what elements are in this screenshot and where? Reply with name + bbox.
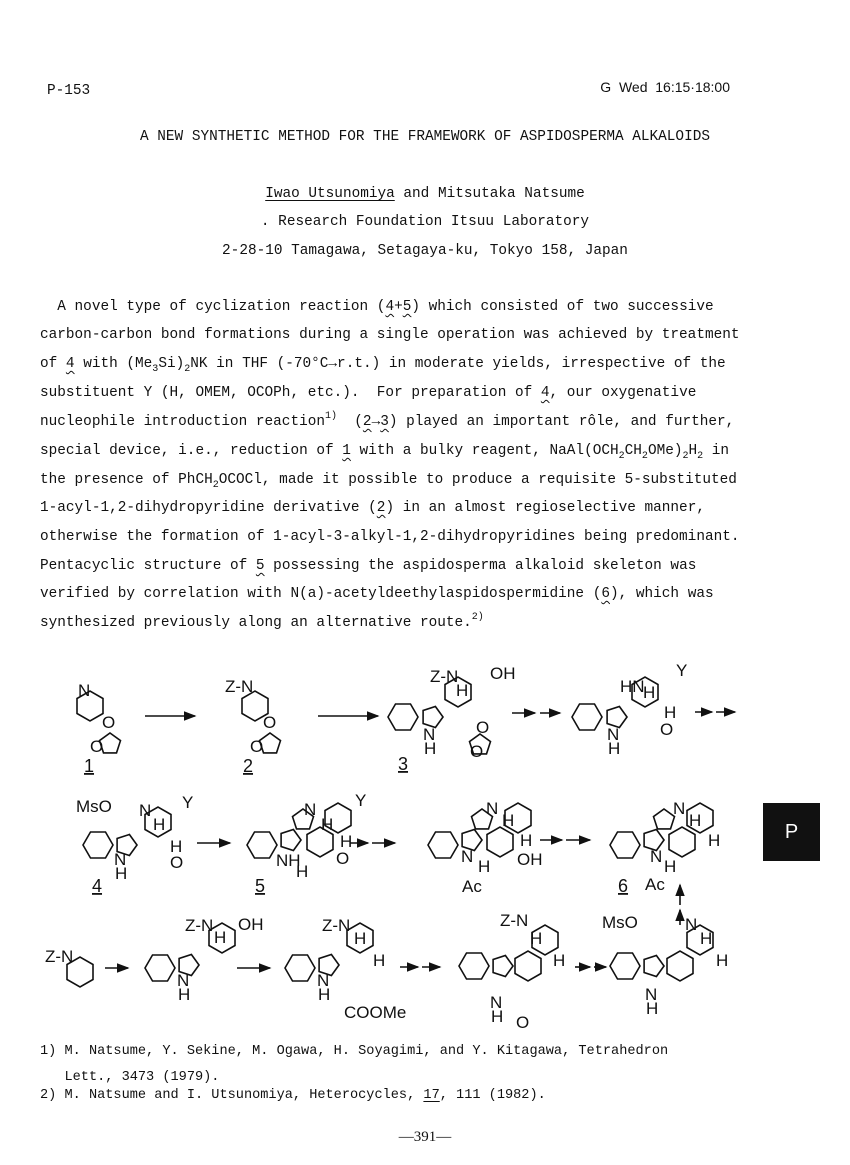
atom-label: H: [553, 951, 566, 970]
six-membered-ring: [285, 955, 315, 981]
compound-ref: 4: [385, 299, 395, 315]
atom-label: Y: [355, 791, 367, 810]
atom-label: N: [685, 915, 698, 934]
compound-number-5: 5: [255, 876, 266, 896]
atom-label: O: [102, 713, 116, 732]
body-text-segment: Pentacyclic structure of: [40, 558, 256, 574]
atom-label: O: [250, 737, 264, 756]
body-text-segment: 2: [212, 480, 219, 491]
atom-label: O: [90, 737, 104, 756]
body-line: [40, 411, 735, 430]
compound-ref: 4: [65, 356, 75, 372]
atom-label: H: [318, 985, 331, 1004]
atom-label: N: [490, 993, 503, 1012]
atom-label: H: [689, 811, 702, 830]
six-membered-ring: [572, 704, 602, 730]
body-text-segment: 3: [152, 364, 159, 375]
body-text-segment: ) played an important rôle, and further,: [388, 414, 735, 430]
body-text-segment: ) which consisted of two successive: [411, 299, 714, 315]
atom-label: H: [716, 951, 729, 970]
atom-label: H: [214, 928, 227, 947]
atom-label: MsO: [602, 913, 638, 932]
six-membered-ring: [667, 951, 693, 981]
atom-label: Ac: [645, 875, 665, 894]
body-text-segment: 2: [184, 364, 191, 375]
atom-label: H: [424, 739, 437, 758]
atom-label: H: [478, 857, 491, 876]
body-line: [40, 586, 714, 602]
atom-label: OH: [517, 850, 543, 869]
body-text-segment: , our oxygenative: [549, 385, 697, 401]
body-text-segment: ), which was: [609, 586, 714, 602]
atom-label: COOMe: [344, 1003, 407, 1022]
compound-ref: 5: [402, 299, 412, 315]
coauthor: and Mitsutaka Natsume: [394, 186, 585, 202]
compound-ref: 3: [380, 414, 389, 430]
session-time: G Wed 16:15·18:00: [600, 79, 730, 95]
six-membered-ring: [428, 832, 458, 858]
atom-label: H: [502, 811, 515, 830]
atom-label: NH: [276, 851, 301, 870]
atom-label: N: [78, 681, 91, 700]
footnote-volume: 17: [423, 1088, 440, 1103]
compound-ref: 2: [376, 500, 386, 516]
atom-label: H: [700, 929, 713, 948]
body-text-segment: 1-acyl-1,2-dihydropyridine derivative (: [40, 500, 377, 516]
body-text-segment: in: [703, 443, 730, 459]
authors: [0, 186, 850, 202]
atom-label: OH: [238, 915, 264, 934]
atom-label: N: [486, 799, 499, 818]
body-text-segment: +: [394, 299, 403, 315]
compound-number-1: 1: [84, 756, 95, 776]
compound-ref: 1: [342, 443, 351, 459]
atom-label: H: [708, 831, 721, 850]
atom-label: N: [673, 799, 686, 818]
body-text-segment: OCOCl, made it possible to produce a requisite 5-substituted: [218, 472, 737, 488]
atom-label: H: [520, 831, 533, 850]
body-line: [40, 500, 705, 516]
body-line: [40, 612, 484, 631]
body-text-segment: 2: [618, 451, 625, 462]
five-membered-ring: [281, 830, 301, 851]
five-membered-ring: [644, 956, 664, 977]
body-text-segment: 2: [697, 451, 704, 462]
six-membered-ring: [610, 832, 640, 858]
atom-label: N: [177, 971, 190, 990]
body-text-segment: special device, i.e., reduction of: [40, 443, 343, 459]
body-text-segment: nucleophile introduction reaction: [40, 414, 325, 430]
atom-label: H: [153, 815, 166, 834]
atom-label: N: [114, 850, 127, 869]
body-text-segment: 2: [682, 451, 689, 462]
address: 2-28-10 Tamagawa, Setagaya-ku, Tokyo 158, Japan: [222, 243, 628, 259]
atom-label: Z-N: [430, 667, 459, 686]
atom-label: Z-N: [225, 677, 254, 696]
compound-ref: 2: [362, 414, 372, 430]
body-text-segment: OMe): [647, 443, 683, 459]
six-membered-ring: [459, 953, 489, 979]
body-line: [40, 529, 740, 545]
body-text-segment: NK in THF (-70°C→r.t.) in moderate yields, irrespective of the: [190, 356, 726, 372]
six-membered-ring: [145, 955, 175, 981]
body-line: [40, 558, 696, 574]
body-text-segment: the presence of PhCH: [40, 472, 213, 488]
body-line: [40, 356, 726, 375]
paper-code: P-153: [47, 83, 91, 99]
body-text-segment: (: [337, 414, 363, 430]
atom-label: Z-N: [185, 916, 214, 935]
atom-label: H: [321, 815, 334, 834]
footnote-2: [40, 1088, 546, 1103]
atom-label: H: [491, 1007, 504, 1026]
atom-label: H: [115, 864, 128, 883]
six-membered-ring: [669, 827, 695, 857]
atom-label: HN: [620, 677, 645, 696]
atom-label: N: [139, 801, 152, 820]
compound-number-3: 3: [398, 754, 409, 774]
atom-label: H: [178, 985, 191, 1004]
atom-label: N: [304, 800, 317, 819]
body-text-segment: carbon-carbon bond formations during a single operation was achieved by treatment: [40, 327, 740, 343]
atom-label: H: [643, 683, 656, 702]
atom-label: H: [373, 951, 386, 970]
six-membered-ring: [388, 704, 418, 730]
body-line: [40, 299, 714, 315]
body-text-segment: with a bulky reagent, NaAl(OCH: [350, 443, 619, 459]
atom-label: Y: [676, 661, 688, 680]
atom-label: N: [607, 725, 620, 744]
body-text-segment: Si): [158, 356, 185, 372]
body-text-segment: otherwise the formation of 1-acyl-3-alkyl-1,2-dihydropyridines being predominant.: [40, 529, 740, 545]
five-membered-ring: [654, 809, 675, 829]
atom-label: Z-N: [322, 916, 351, 935]
body-line: [40, 472, 737, 491]
atom-label: H: [170, 837, 183, 856]
body-line: [40, 443, 730, 462]
atom-label: N: [650, 847, 663, 866]
six-membered-ring: [247, 832, 277, 858]
atom-label: H: [664, 857, 677, 876]
body-text-segment: CH: [624, 443, 642, 459]
body-text-segment: verified by correlation with N(a)-acetyldeethylaspidospermidine (: [40, 586, 602, 602]
body-text-segment: 2): [471, 612, 484, 623]
body-line: [40, 327, 740, 343]
body-text-segment: with (Me: [74, 356, 153, 372]
atom-label: Ac: [462, 877, 482, 896]
atom-label: Z-N: [45, 947, 74, 966]
atom-label: H: [296, 862, 309, 881]
atom-label: N: [645, 985, 658, 1004]
atom-label: O: [476, 718, 490, 737]
compound-number-2: 2: [243, 756, 254, 776]
page-number: —391—: [398, 1129, 452, 1145]
body-line: [40, 385, 696, 401]
body-text-segment: of: [40, 356, 66, 372]
compound-ref: 4: [540, 385, 550, 401]
six-membered-ring: [515, 951, 541, 981]
atom-label: H: [530, 929, 543, 948]
body-text-segment: substituent Y (H, OMEM, OCOPh, etc.). For preparation of: [40, 385, 541, 401]
compound-number-6: 6: [618, 876, 629, 896]
atom-label: O: [470, 742, 484, 761]
six-membered-ring: [487, 827, 513, 857]
presenting-author: Iwao Utsunomiya: [265, 186, 395, 202]
atom-label: MsO: [76, 797, 112, 816]
paper-title: A NEW SYNTHETIC METHOD FOR THE FRAMEWORK OF ASPIDOSPERMA ALKALOIDS: [140, 129, 710, 145]
atom-label: H: [456, 681, 469, 700]
six-membered-ring: [83, 832, 113, 858]
five-membered-ring: [493, 956, 513, 977]
body-text-segment: A novel type of cyclization reaction (: [40, 299, 386, 315]
atom-label: O: [263, 713, 277, 732]
footnote-1-cont: Lett., 3473 (1979).: [40, 1070, 220, 1085]
atom-label: H: [608, 739, 621, 758]
atom-label: O: [170, 853, 184, 872]
footnote-1: 1) M. Natsume, Y. Sekine, M. Ogawa, H. Soyagimi, and Y. Kitagawa, Tetrahedron: [40, 1044, 669, 1059]
atom-label: H: [646, 999, 659, 1018]
body-text-segment: synthesized previously along an alternative route.: [40, 615, 472, 631]
compound-number-4: 4: [92, 876, 103, 896]
atom-label: O: [336, 849, 350, 868]
six-membered-ring: [610, 953, 640, 979]
atom-label: H: [354, 929, 367, 948]
atom-label: Y: [182, 793, 194, 812]
body-text-segment: →: [371, 414, 381, 430]
body-text-segment: 1): [324, 411, 337, 422]
footnote-text: , 111 (1982).: [439, 1088, 546, 1103]
body-text-segment: possessing the aspidosperma alkaloid skeleton was: [264, 558, 697, 574]
atom-label: OH: [490, 664, 516, 683]
compound-ref: 5: [255, 558, 265, 574]
body-text-segment: ) in an almost regioselective manner,: [385, 500, 705, 516]
footnote-text: 2) M. Natsume and I. Utsunomiya, Heterocycles,: [40, 1088, 424, 1103]
body-text-segment: H: [688, 443, 698, 459]
atom-label: N: [423, 725, 436, 744]
atom-label: N: [317, 971, 330, 990]
atom-label: Z-N: [500, 911, 529, 930]
atom-label: O: [660, 720, 674, 739]
compound-ref: 6: [601, 586, 610, 602]
affiliation: . Research Foundation Itsuu Laboratory: [260, 214, 590, 230]
atom-label: H: [340, 832, 353, 851]
atom-label: N: [461, 847, 474, 866]
body-text-segment: 2: [641, 451, 648, 462]
atom-label: O: [516, 1013, 530, 1032]
atom-label: H: [664, 703, 677, 722]
reaction-scheme: [0, 640, 850, 1050]
section-tab-p: P: [763, 803, 820, 861]
